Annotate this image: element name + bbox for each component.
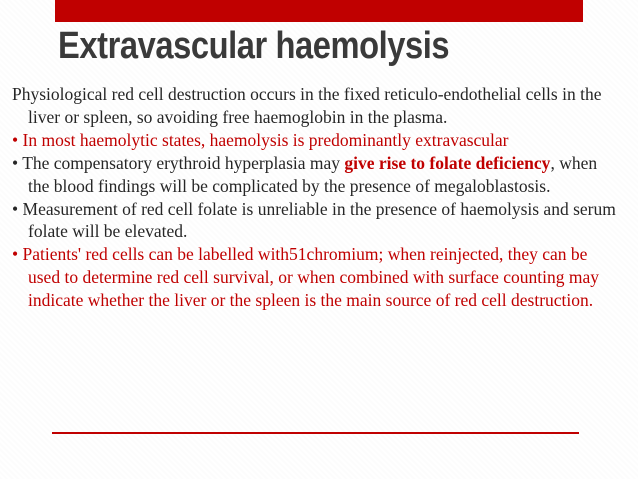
bullet-folate-deficiency (12, 152, 620, 198)
slide-title: Extravascular haemolysis (58, 25, 450, 67)
title-accent-bar (55, 0, 583, 22)
bullet-marker: • (12, 198, 19, 219)
intro-paragraph: Physiological red cell destruction occurs in the fixed reticulo-endothelial cells in the liver or spleen, so avoiding free haemoglobin in the plasma. (12, 84, 602, 127)
bullet-text: In most haemolytic states, haemolysis is predominantly extravascular (22, 129, 509, 150)
emphasis-folate-deficiency: give rise to folate deficiency (344, 152, 551, 173)
slide-body (12, 83, 620, 312)
bullet-marker: • (12, 129, 19, 150)
bullet-text: Patients' red cells can be labelled with51chromium; when reinjected, they can be used to determine red cell survival, or when combined with surface counting may indicate whether the liver or the spleen is the main source of red cell destruction (22, 244, 600, 311)
bullet-marker: • (12, 152, 19, 173)
bullet-marker: • (12, 244, 19, 265)
text-underline (52, 432, 579, 434)
bullet-text: Measurement of red cell folate is unreliable in the presence of haemolysis and serum folate will be elevated. (22, 198, 616, 242)
bullet-chromium-labelling (12, 243, 620, 312)
bullet-extravascular (12, 129, 620, 152)
bullet-folate-measurement (12, 198, 620, 244)
bullet-text-end: , when the blood findings will be complicated by the presence of megaloblastosis. (28, 152, 598, 196)
bullet-end-period: . (588, 290, 594, 311)
bullet-text-start: The compensatory erythroid hyperplasia may (22, 152, 345, 173)
